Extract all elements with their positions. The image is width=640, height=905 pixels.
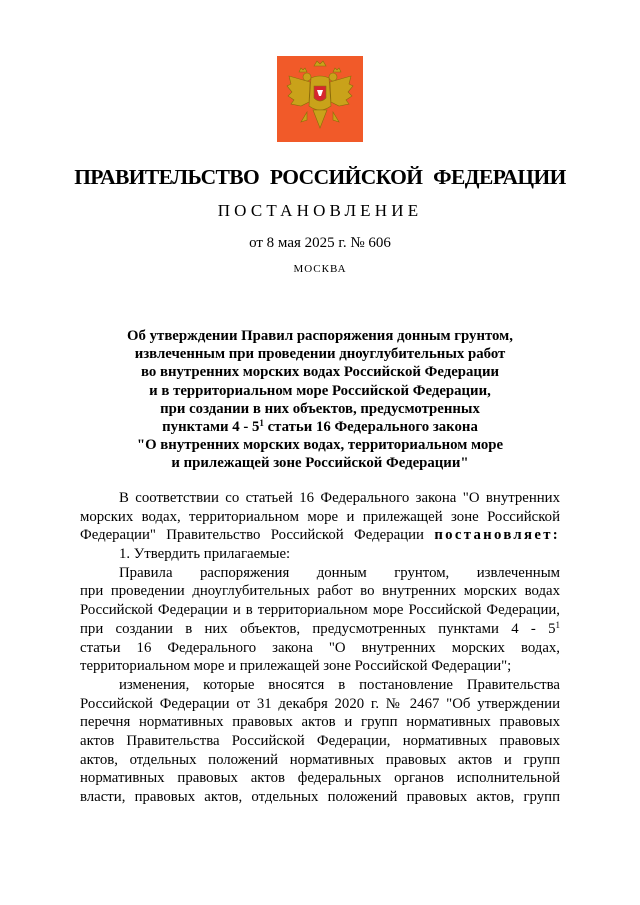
body-text: при создании в них объектов, предусмотренных пунктами 4 - 5 (80, 620, 556, 637)
subject-line: "О внутренних морских водах, территориальном море (136, 437, 504, 454)
body-line: 1. Утвердить прилагаемые: (119, 546, 291, 563)
body-line (80, 526, 560, 545)
government-title: ПРАВИТЕЛЬСТВО РОССИЙСКОЙ ФЕДЕРАЦИИ (74, 165, 566, 189)
body-line: Российской Федерации и в территориальном море Российской Федерации, (80, 602, 560, 619)
body-line: морских водах, территориальном море и прилежащей зоне Российской (80, 508, 560, 525)
body-line: перечня нормативных правовых актов и групп нормативных правовых (80, 714, 560, 731)
subject-line (80, 418, 560, 436)
subject-line: и прилежащей зоне Российской Федерации" (171, 455, 469, 472)
superscript: 1 (555, 619, 560, 630)
body-line: при проведении дноуглубительных работ во внутренних морских водах (80, 583, 560, 600)
document-subject (80, 327, 560, 473)
subject-line-part: статьи 16 Федерального закона (263, 419, 478, 436)
city: МОСКВА (293, 263, 347, 275)
body-line: изменения, которые вносятся в постановление Правительства (119, 676, 560, 693)
subject-line: во внутренних морских водах Российской Федерации (140, 364, 499, 381)
body-line: Российской Федерации от 31 декабря 2020 г. № 2467 "Об утверждении (80, 695, 560, 712)
subject-line-part: пунктами 4 - 5 (162, 419, 260, 436)
document-body (80, 489, 560, 807)
subject-line: при создании в них объектов, предусмотренных (160, 400, 480, 417)
body-line: Правила распоряжения донным грунтом, извлеченным (119, 564, 560, 581)
subject-line: Об утверждении Правил распоряжения донным грунтом, (127, 328, 513, 344)
date-and-number: от 8 мая 2025 г. № 606 (249, 235, 391, 251)
resolution-word: постановляет: (434, 527, 560, 544)
coat-of-arms-emblem (277, 56, 363, 142)
coat-of-arms-icon (277, 56, 363, 142)
subject-line: извлеченным при проведении дноуглубительных работ (134, 346, 506, 363)
body-text: Федерации" Правительство Российской Федерации (80, 527, 424, 544)
body-line: актов Правительства Российской Федерации, нормативных правовых (80, 732, 560, 749)
superscript: 1 (259, 418, 264, 429)
body-line (80, 620, 560, 639)
body-line: нормативных правовых актов федеральных органов исполнительной (80, 770, 560, 787)
document-type: ПОСТАНОВЛЕНИЕ (217, 201, 423, 220)
body-line: территориальном море и прилежащей зоне Российской Федерации"; (80, 658, 512, 675)
subject-line: и в территориальном море Российской Федерации, (149, 382, 491, 399)
body-line: статьи 16 Федерального закона "О внутренних морских водах, (80, 639, 560, 656)
body-line: актов, отдельных положений нормативных правовых актов и групп (80, 751, 560, 768)
body-line: власти, правовых актов, отдельных положений правовых актов, групп (80, 789, 560, 805)
body-line: В соответствии со статьей 16 Федерального закона "О внутренних (119, 490, 560, 506)
